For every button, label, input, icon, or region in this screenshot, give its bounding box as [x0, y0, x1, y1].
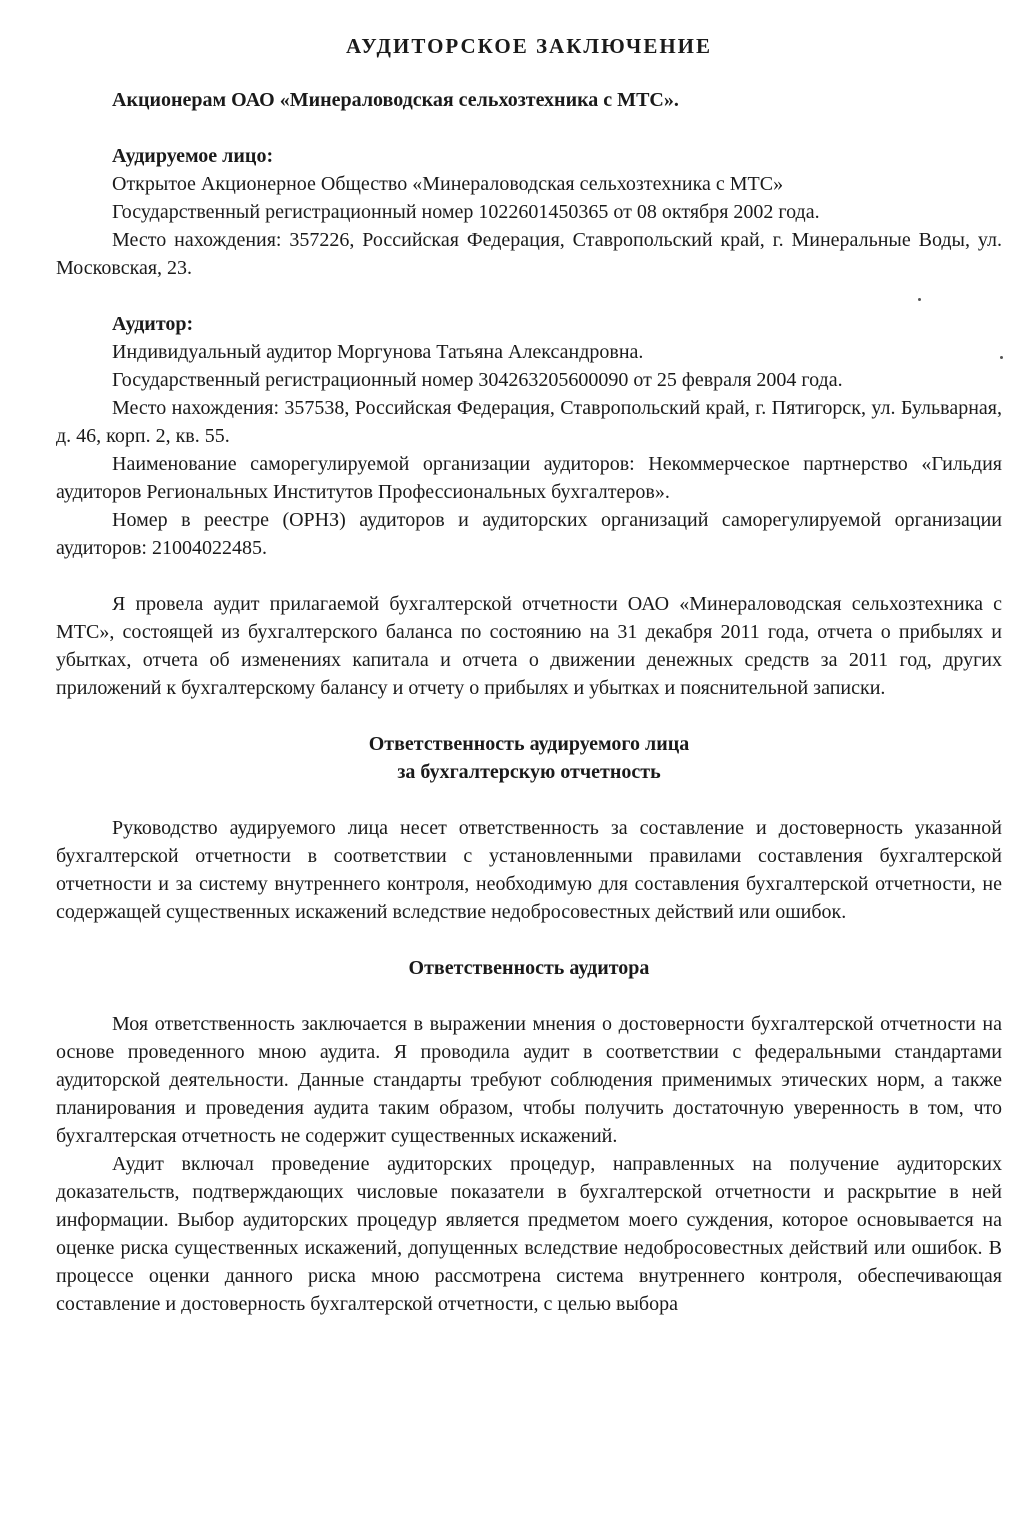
auditor-responsibility-paragraph-1: Моя ответственность заключается в выражении мнения о достоверности бухгалтерской отчетности на основе проведенного мною аудита. Я проводила аудит в соответствии с федеральными стандартами аудиторской деятельности. Данные стандарты требуют соблюдения применимых этических норм, а также планирования и проведения аудита таким образом, чтобы получить достаточную уверенность в том, что бухгалтерская отчетность не содержит существенных искажений.: [56, 1013, 1002, 1147]
intro-paragraph: Я провела аудит прилагаемой бухгалтерской отчетности ОАО «Минераловодская сельхозтехника с МТС», состоящей из бухгалтерского баланса по состоянию на 31 декабря 2011 года, отчета о прибылях и убытках, отчета об изменениях капитала и отчета о движении денежных средств за 2011 год, других приложений к бухгалтерскому балансу и отчету о прибылях и убытках и пояснительной записки.: [56, 593, 1002, 699]
scan-speck: [1000, 356, 1003, 359]
audited-entity-block: [56, 142, 1002, 282]
document-title: АУДИТОРСКОЕ ЗАКЛЮЧЕНИЕ: [345, 34, 713, 58]
section-heading-entity-responsibility-2: за бухгалтерскую отчетность: [397, 761, 661, 783]
auditor-location: Место нахождения: 357538, Российская Федерация, Ставропольский край, г. Пятигорск, ул. Бульварная, д. 46, корп. 2, кв. 55.: [56, 397, 1002, 447]
audited-entity-location: Место нахождения: 357226, Российская Федерация, Ставропольский край, г. Минеральные Воды, ул. Московская, 23.: [56, 229, 1002, 279]
section-heading-auditor-responsibility: Ответственность аудитора: [408, 957, 650, 979]
auditor-registry-number: Номер в реестре (ОРНЗ) аудиторов и аудиторских организаций саморегулируемой организации аудиторов: 21004022485.: [56, 509, 1002, 559]
auditor-label: Аудитор:: [112, 313, 194, 335]
audited-entity-name: Открытое Акционерное Общество «Минераловодская сельхозтехника с МТС»: [112, 173, 784, 195]
audited-entity-registration: Государственный регистрационный номер 1022601450365 от 08 октября 2002 года.: [112, 201, 820, 223]
addressee: Акционерам ОАО «Минераловодская сельхозтехника с МТС».: [112, 89, 679, 111]
auditor-sro: Наименование саморегулируемой организации аудиторов: Некоммерческое партнерство «Гильдия аудиторов Региональных Институтов Профессиональных бухгалтеров».: [56, 453, 1002, 503]
section-heading-entity-responsibility-1: Ответственность аудируемого лица: [368, 733, 690, 755]
entity-responsibility-paragraph: Руководство аудируемого лица несет ответственность за составление и достоверность указанной бухгалтерской отчетности в соответствии с установленными правилами составления бухгалтерской отчетности и за систему внутреннего контроля, необходимую для составления бухгалтерской отчетности, не содержащей существенных искажений вследствие недобросовестных действий или ошибок.: [56, 817, 1002, 923]
document-page: [56, 34, 1002, 1318]
auditor-name: Индивидуальный аудитор Моргунова Татьяна Александровна.: [112, 341, 644, 363]
auditor-responsibility-paragraph-2: Аудит включал проведение аудиторских процедур, направленных на получение аудиторских доказательств, подтверждающих числовые показатели в бухгалтерской отчетности и раскрытие в ней информации. Выбор аудиторских процедур является предметом моего суждения, которое основывается на оценке риска существенных искажений, допущенных вследствие недобросовестных действий или ошибок. В процессе оценки данного риска мною рассмотрена система внутреннего контроля, обеспечивающая составление и достоверность бухгалтерской отчетности, с целью выбора: [56, 1153, 1002, 1315]
auditor-registration: Государственный регистрационный номер 304263205600090 от 25 февраля 2004 года.: [112, 369, 843, 391]
audited-entity-label: Аудируемое лицо:: [112, 145, 274, 167]
auditor-block: [56, 310, 1002, 562]
scan-speck: [918, 298, 921, 301]
